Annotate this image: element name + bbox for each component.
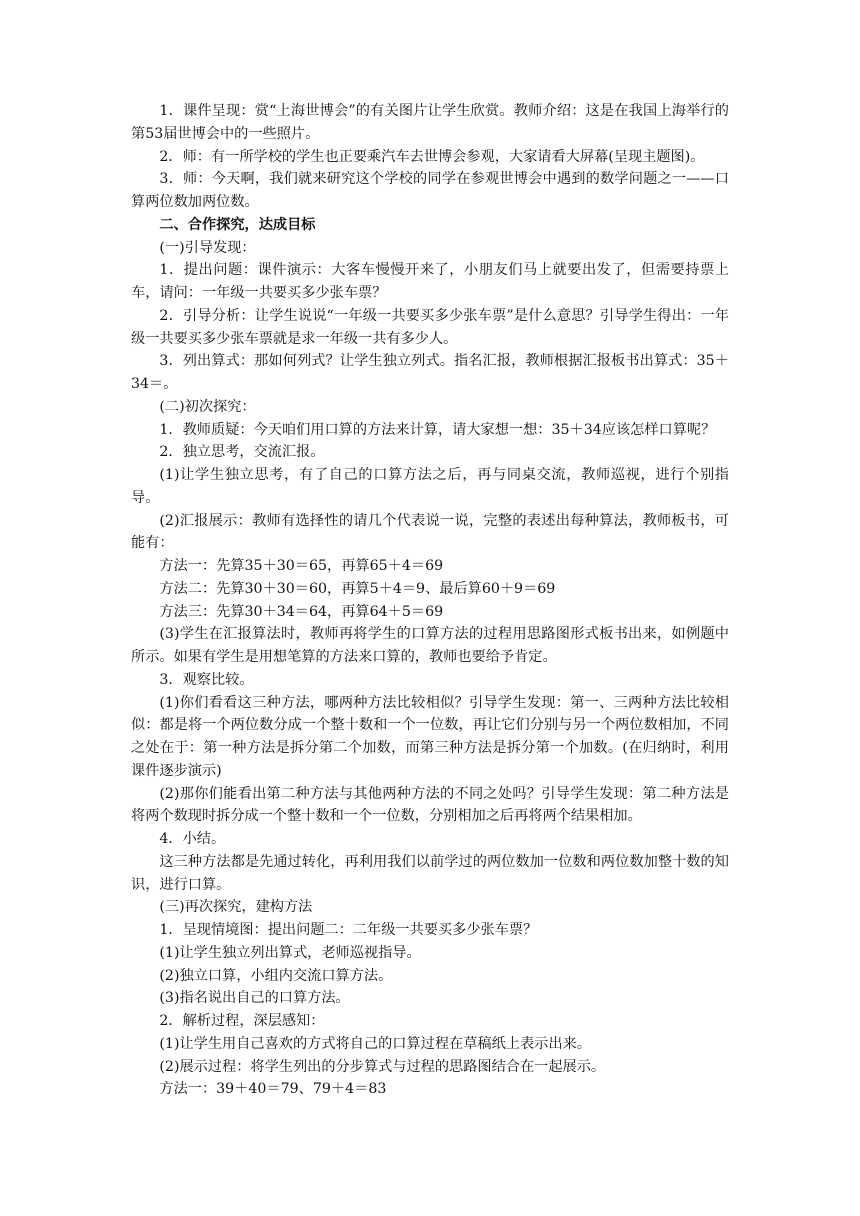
paragraph-27: (3)指名说出自己的口算方法。 (159, 990, 350, 1007)
paragraph-26: (2)独立口算，小组内交流口算方法。 (159, 967, 393, 984)
paragraph-25: (1)让学生独立列出算式，老师巡视指导。 (159, 944, 421, 961)
paragraph-12: (1)让学生独立思考，有了自己的口算方法之后，再与同桌交流，教师巡视，进行个别指导。 (131, 467, 729, 506)
paragraph-28: 2．解析过程，深层感知： (159, 1013, 325, 1029)
paragraph-7: 2．引导分析：让学生说说“一年级一共要买多少张车票”是什么意思？引导学生得出：一年级一共要买多少张车票就是求一年级一共有多少人。 (131, 307, 729, 347)
method-line-3: 方法三：先算30＋34＝64，再算64＋5＝69 (159, 603, 444, 620)
paragraph-21: 4．小结。 (159, 831, 226, 847)
paragraph-6: 1．提出问题：课件演示：大客车慢慢开来了，小朋友们马上就要出发了，但需要持票上车，请问：一年级一共要买多少张车票？ (131, 262, 729, 301)
paragraph-29: (1)让学生用自己喜欢的方式将自己的口算过程在草稿纸上表示出来。 (159, 1035, 591, 1052)
paragraph-18: 3．观察比较。 (159, 671, 254, 688)
paragraph-3: 3．师：今天啊，我们就来研究这个学校的同学在参观世博会中遇到的数学问题之一——口算两位数加两位数。 (131, 171, 729, 210)
subsection-heading-1: (一)引导发现： (159, 239, 256, 256)
paragraph-1: 1．课件呈现：赏“上海世博会”的有关图片让学生欣赏。教师介绍：这是在我国上海举行的第53届世博会中的一些照片。 (131, 103, 729, 142)
section-heading: 二、合作探究，达成目标 (159, 216, 316, 233)
paragraph-11: 2．独立思考，交流汇报。 (159, 444, 325, 461)
method-line-1: 方法一：先算35＋30＝65，再算65＋4＝69 (159, 558, 444, 574)
paragraph-20: (2)那你们能看出第二种方法与其他两种方法的不同之处吗？引导学生发现：第二种方法是将两个数现时拆分成一个整十数和一个一位数，分别相加之后再将两个结果相加。 (131, 785, 729, 825)
paragraph-30: (2)展示过程：将学生列出的分步算式与过程的思路图结合在一起展示。 (159, 1058, 606, 1075)
method-line-2: 方法二：先算30＋30＝60，再算5＋4＝9、最后算60＋9＝69 (159, 580, 556, 597)
subsection-heading-2: (二)初次探究： (159, 398, 256, 415)
paragraph-10: 1．教师质疑：今天咱们用口算的方法来计算，请大家想一想：35＋34应该怎样口算呢？ (159, 421, 716, 438)
method-line-4: 方法一：39＋40＝79、79＋4＝83 (159, 1081, 387, 1098)
paragraph-8: 3．列出算式：那如何列式？让学生独立列式。指名汇报，教师根据汇报板书出算式：35＋34＝。 (131, 353, 729, 392)
paragraph-19: (1)你们看看这三种方法，哪两种方法比较相似？引导学生发现：第一、三两种方法比较相似：都是将一个两位数分成一个整十数和一个一位数，再让它们分别与另一个两位数相加，不同之处在于：第一种方法是拆分第二个加数，而第三种方法是拆分第一个加数。(在归纳时，利用课件逐步演示) (131, 694, 729, 779)
document-page (131, 100, 729, 1101)
paragraph-17: (3)学生在汇报算法时，教师再将学生的口算方法的过程用思路图形式板书出来，如例题中所示。如果有学生是用想笔算的方法来口算的，教师也要给予肯定。 (131, 626, 729, 665)
paragraph-22: 这三种方法都是先通过转化，再利用我们以前学过的两位数加一位数和两位数加整十数的知识，进行口算。 (131, 853, 729, 893)
paragraph-13: (2)汇报展示：教师有选择性的请几个代表说一说，完整的表述出每种算法，教师板书，可能有： (131, 512, 729, 552)
paragraph-2: 2．师：有一所学校的学生也正要乘汽车去世博会参观，大家请看大屏幕(呈现主题图)。 (159, 148, 705, 165)
paragraph-24: 1．呈现情境图：提出问题二：二年级一共要买多少张车票？ (159, 922, 538, 938)
subsection-heading-3: (三)再次探究，建构方法 (159, 899, 313, 916)
